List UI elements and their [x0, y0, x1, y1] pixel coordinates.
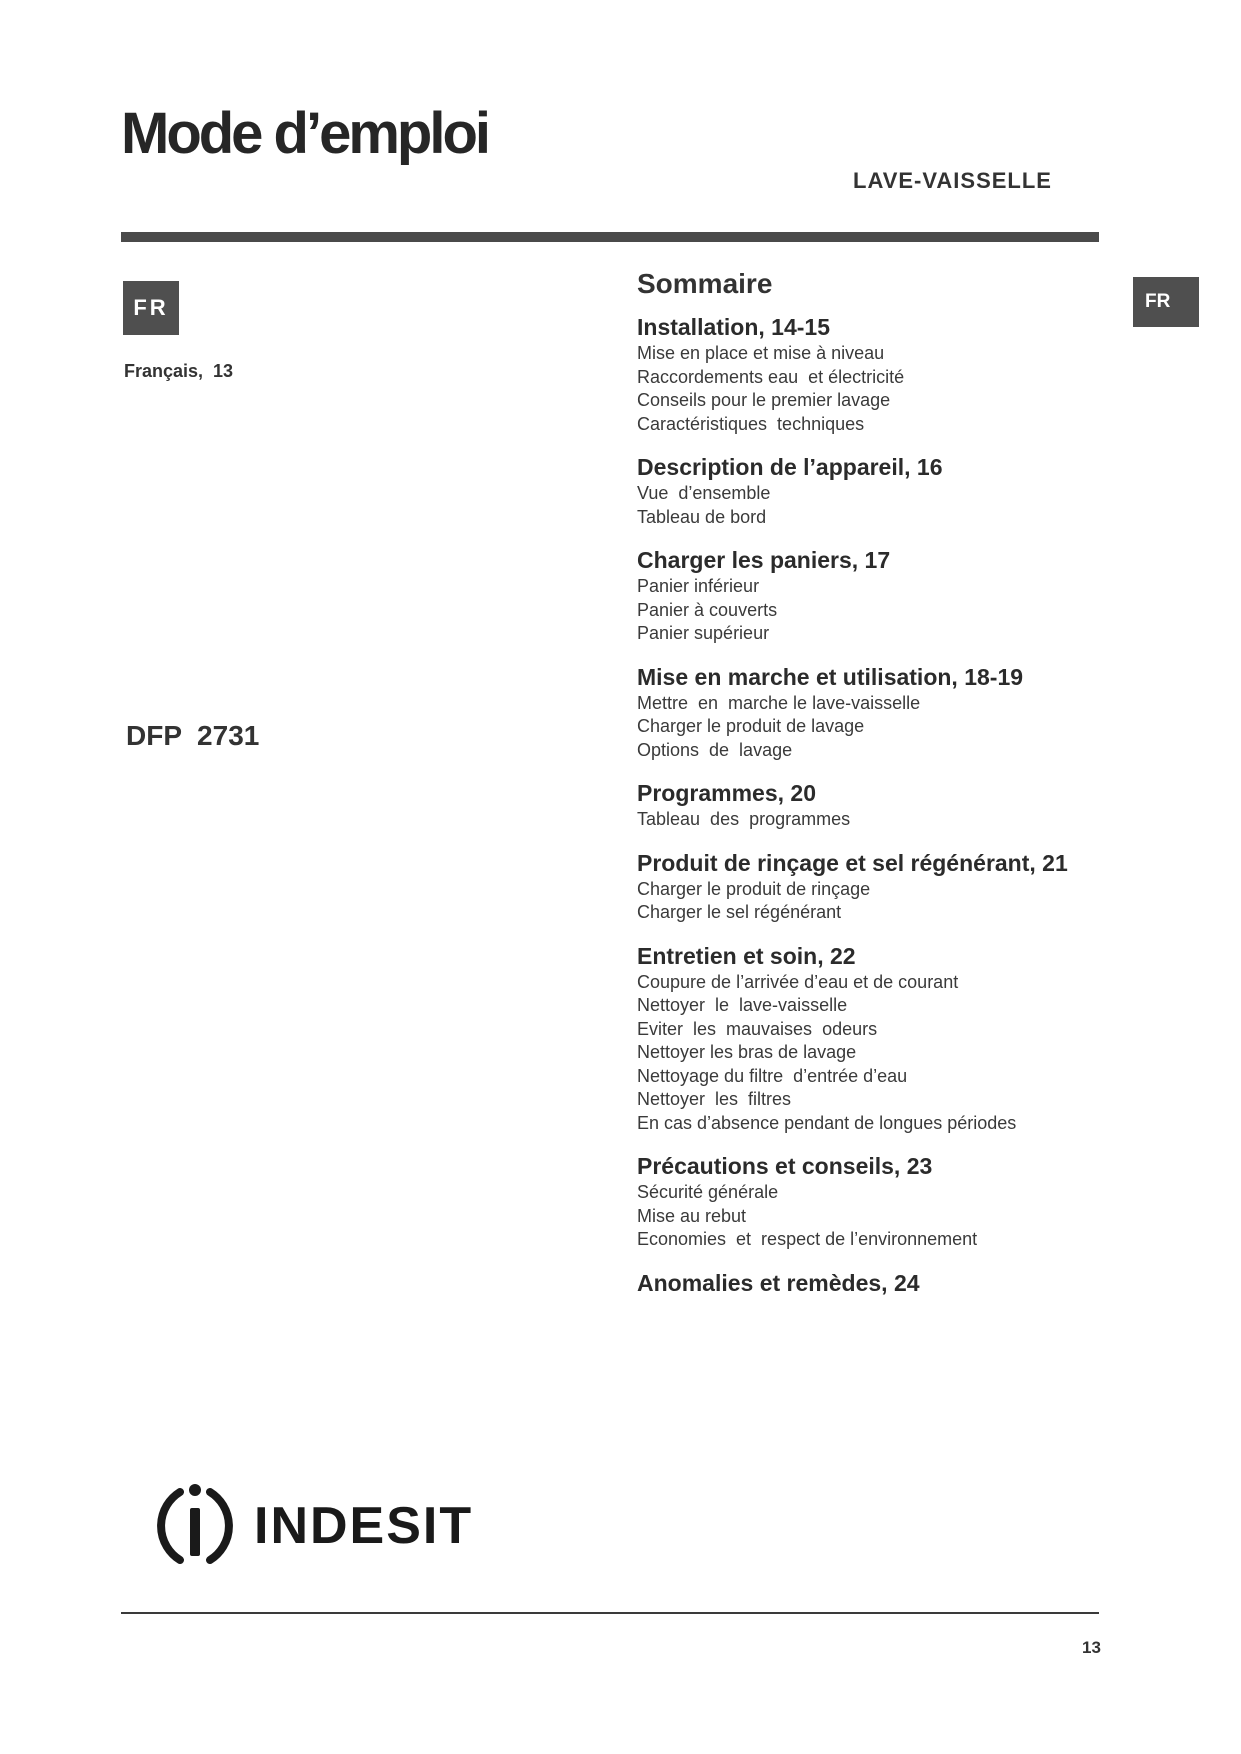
- toc-section: [637, 662, 1107, 763]
- brand-logo: [150, 1478, 473, 1574]
- product-type: LAVE-VAISSELLE: [853, 168, 1052, 193]
- toc-section-heading: Anomalies et remèdes, 24: [637, 1269, 920, 1296]
- toc-section: [637, 941, 1107, 1136]
- toc-item: Tableau de bord: [637, 506, 767, 527]
- toc-section: [637, 778, 1107, 832]
- toc-section-heading: Précautions et conseils, 23: [637, 1153, 933, 1179]
- toc-item: Coupure de l’arrivée d’eau et de courant: [637, 971, 959, 992]
- toc-item: Nettoyage du filtre d’entrée d’eau: [637, 1065, 908, 1086]
- toc-section: [637, 1151, 1107, 1252]
- toc-item: Panier supérieur: [637, 623, 770, 643]
- page-number: 13: [1082, 1638, 1101, 1657]
- header-divider: [121, 232, 1099, 242]
- toc-item: Panier inférieur: [637, 576, 760, 596]
- toc-item: Nettoyer les bras de lavage: [637, 1042, 857, 1062]
- language-tab: FR: [1133, 277, 1199, 327]
- toc-item: Caractéristiques techniques: [637, 413, 865, 434]
- logo-wordmark: INDESIT: [254, 1497, 474, 1555]
- table-of-contents: [637, 264, 1107, 1314]
- toc-item: Vue d’ensemble: [637, 483, 771, 503]
- toc-section-heading: Charger les paniers, 17: [637, 547, 891, 573]
- toc-item: Charger le sel régénérant: [637, 902, 842, 922]
- toc-item: Options de lavage: [637, 739, 793, 760]
- toc-item: Nettoyer le lave-vaisselle: [637, 995, 848, 1015]
- toc-section: [637, 1268, 1107, 1298]
- toc-item: Panier à couverts: [637, 599, 778, 620]
- toc-item: En cas d’absence pendant de longues périodes: [637, 1112, 1017, 1133]
- toc-section-heading: Installation, 14-15: [637, 314, 831, 340]
- toc-title: Sommaire: [637, 268, 773, 299]
- toc-item: Conseils pour le premier lavage: [637, 390, 891, 410]
- toc-item: Sécurité générale: [637, 1182, 779, 1202]
- toc-section-heading: Description de l’appareil, 16: [637, 454, 943, 480]
- model-number: DFP 2731: [126, 720, 260, 751]
- toc-section-heading: Programmes, 20: [637, 780, 816, 806]
- toc-section: [637, 848, 1107, 925]
- language-badge: FR: [123, 281, 179, 335]
- toc-item: Charger le produit de lavage: [637, 716, 865, 736]
- toc-item: Tableau des programmes: [637, 809, 851, 829]
- toc-item: Mise au rebut: [637, 1205, 747, 1226]
- toc-item: Mise en place et mise à niveau: [637, 343, 885, 363]
- footer-divider: [121, 1612, 1099, 1614]
- toc-item: Charger le produit de rinçage: [637, 878, 871, 899]
- toc-item: Economies et respect de l’environnement: [637, 1229, 978, 1249]
- page-title: Mode d’emploi: [121, 101, 488, 166]
- toc-section: [637, 452, 1107, 529]
- toc-section: [637, 545, 1107, 646]
- toc-item: Eviter les mauvaises odeurs: [637, 1018, 878, 1039]
- toc-item: Mettre en marche le lave-vaisselle: [637, 692, 921, 713]
- toc-section-heading: Entretien et soin, 22: [637, 942, 856, 969]
- toc-section: [637, 312, 1107, 436]
- toc-sections: [637, 312, 1107, 1298]
- toc-section-heading: Produit de rinçage et sel régénérant, 21: [637, 849, 1068, 876]
- toc-section-heading: Mise en marche et utilisation, 18-19: [637, 663, 1024, 690]
- toc-item: Nettoyer les filtres: [637, 1089, 792, 1109]
- toc-item: Raccordements eau et électricité: [637, 366, 905, 387]
- indesit-logo-icon: [150, 1478, 240, 1574]
- language-index: Français, 13: [124, 361, 234, 381]
